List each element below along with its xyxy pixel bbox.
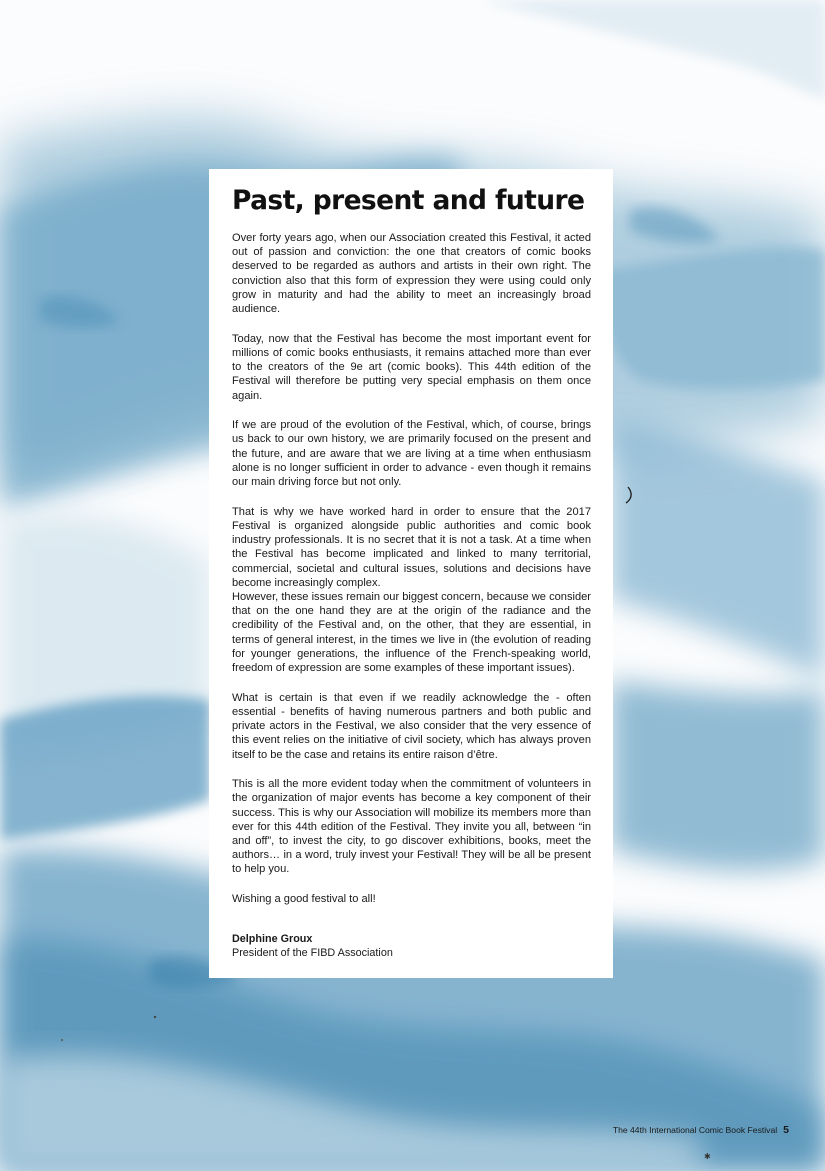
paragraph: Wishing a good festival to all! (232, 893, 376, 906)
signature-role: President of the FIBD Association (232, 947, 393, 960)
editorial-card (209, 169, 613, 978)
paragraph: If we are proud of the evolution of the Festival, which, of course, brings us back to our own history, we are primarily focused on the present and the future, and are aware that we are living at a time when enthusiasm alone is no longer sufficient in order to advance - even though it remains our main driving force but not only. (232, 419, 591, 489)
article-body (232, 231, 591, 906)
page-number: 5 (783, 1124, 789, 1136)
paragraph: This is all the more evident today when the commitment of volunteers in the organization of major events has become a key component of their success. This is why our Association will mobilize its members more than ever for this 44th edition of the Festival. They invite you all, between “in and off”, to invest the city, to go discover exhibitions, books, meet the authors… in a word, truly invest your Festival! They will be all be present to help you. (232, 778, 591, 876)
footer-publication: The 44th International Comic Book Festival (612, 1125, 778, 1135)
paragraph: That is why we have worked hard in order to ensure that the 2017 Festival is organized alongside public authorities and comic book industry professionals. It is no secret that it is not a task. At a time when the Festival has become implicated and linked to many territorial, commercial, societal and cultural issues, solutions and decisions have become increasingly complex. (232, 505, 591, 589)
paragraph: Today, now that the Festival has become the most important event for millions of comic books enthusiasts, it remains attached more than ever to the creators of the 9e art (comic books). This 44th edition of the Festival will therefore be putting very special emphasis on them once again. (232, 332, 591, 402)
signature-name: Delphine Groux (232, 933, 313, 946)
paragraph: Over forty years ago, when our Association created this Festival, it acted out of passion and conviction: the one that creators of comic books deserved to be regarded as authors and artists in their own right. The conviction also that this form of expression they were using could only grow in maturity and had the ability to meet an increasingly broad audience. (232, 232, 591, 316)
paragraph: What is certain is that even if we readily acknowledge the - often essential - benefits of having numerous partners and both public and private actors in the Festival, we also consider that the very essence of this event relies on the initiative of civil society, which has always proven itself to be the case and retains its entire raison d’être. (232, 691, 591, 761)
paragraph: However, these issues remain our biggest concern, because we consider that on the one hand they are at the origin of the radiance and the credibility of the Festival and, on the other, that they are essential, in terms of general interest, in the times we live in (the evolution of reading for younger generations, the influence of the French-speaking world, freedom of expression are some examples of these important issues). (232, 590, 591, 674)
page-footer (613, 1124, 789, 1136)
star-mark-icon: ✱ (704, 1152, 711, 1161)
signature-block (232, 932, 591, 960)
article-title: Past, present and future (232, 185, 585, 216)
